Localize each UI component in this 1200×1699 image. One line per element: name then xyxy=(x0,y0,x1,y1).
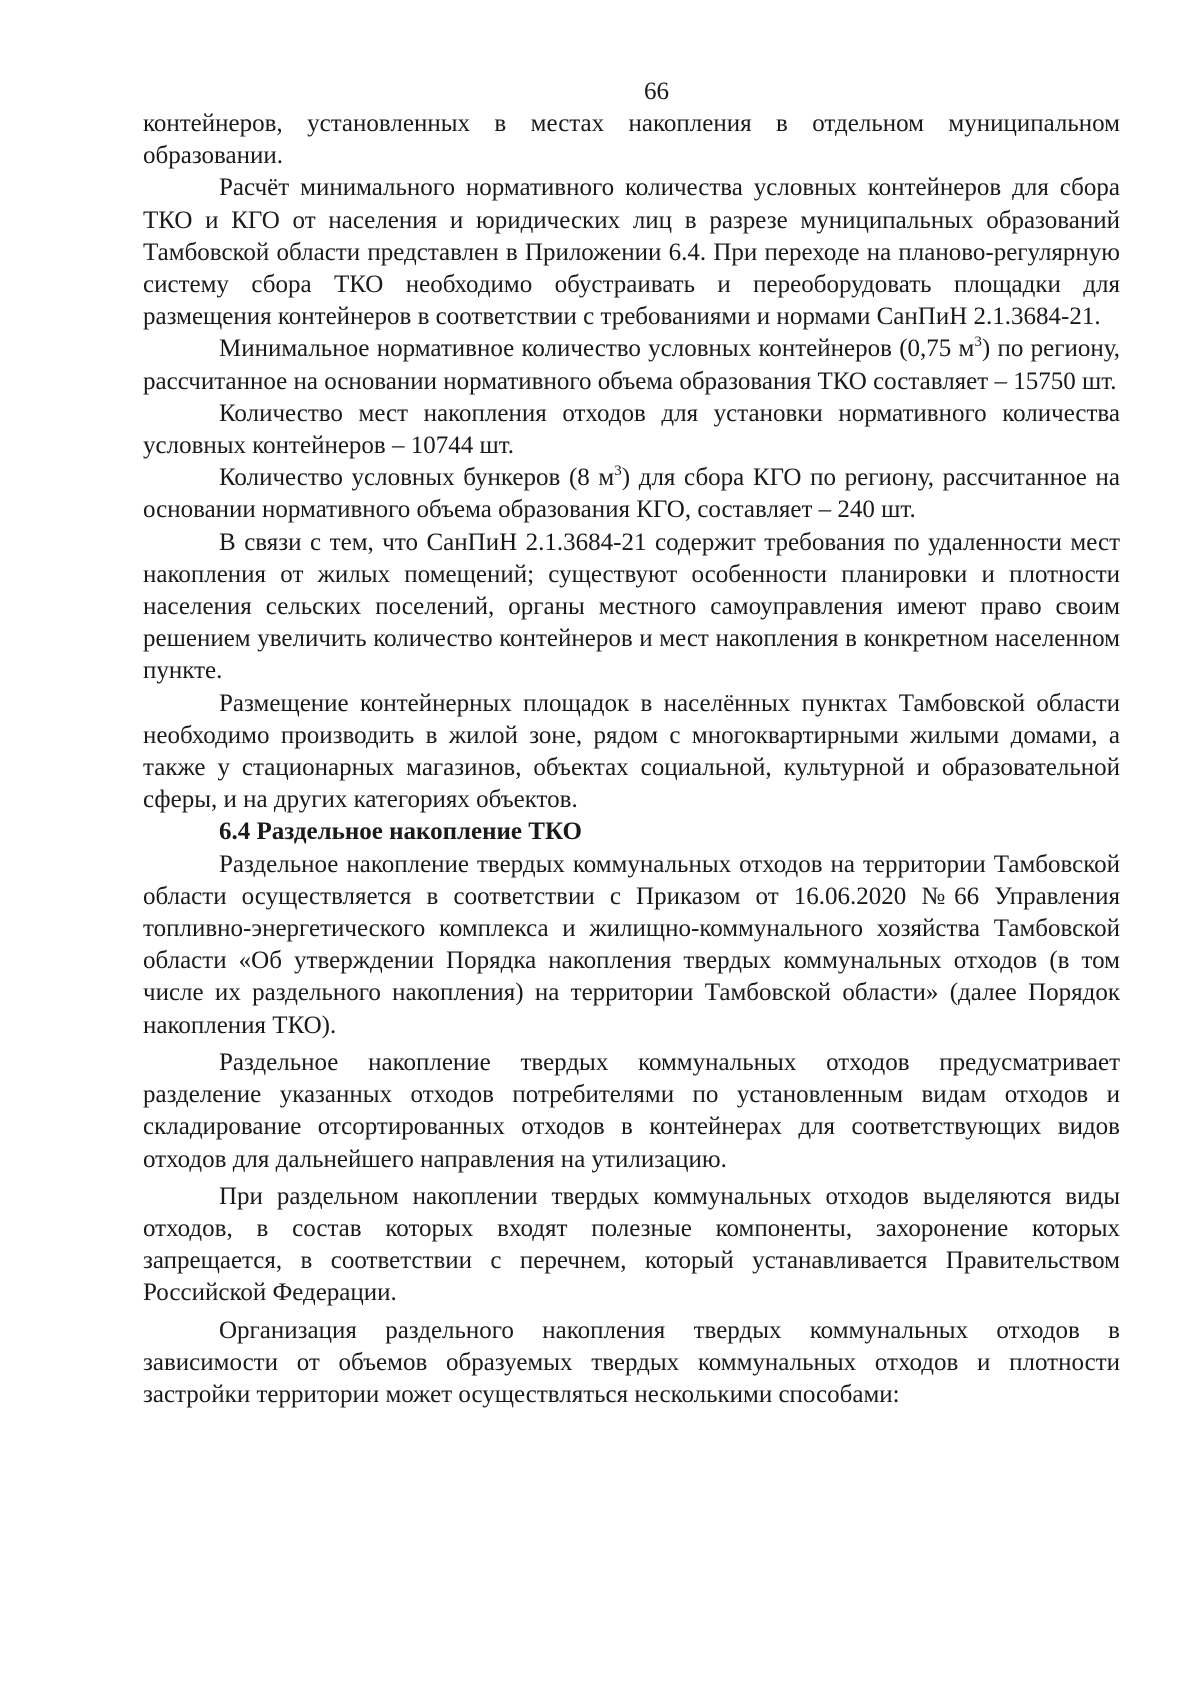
paragraph-site-placement: Размещение контейнерных площадок в населённых пунктах Тамбовской области необходимо производить в жилой зоне, рядом с многоквартирными жилыми домами, а также у стационарных магазинов, объектах социальной, культурной и образовательной сферы, и на других категориях объектов. xyxy=(143,689,1120,814)
paragraph-accumulation-sites: Количество мест накопления отходов для установки нормативного количества условных контейнеров – 10744 шт. xyxy=(143,399,1120,460)
cubic-superscript: 3 xyxy=(974,334,982,351)
paragraph-container-calculation: Расчёт минимального нормативного количества условных контейнеров для сбора ТКО и КГО от населения и юридических лиц в разрезе муниципальных образований Тамбовской области представлен в Приложении 6.4. При переходе на планово-регулярную систему сбора ТКО необходимо обустраивать и переоборудовать площадки для размещения контейнеров в соответствии с требованиями и нормами СанПиН 2.1.3684-21. xyxy=(143,174,1120,331)
paragraph-min-containers xyxy=(143,333,1120,397)
paragraph-separate-accumulation-definition: Раздельное накопление твердых коммунальных отходов предусматривает разделение указанных отходов потребителями по установленным видам отходов и складирование отсортированных отходов в контейнерах для соответствующих видов отходов для дальнейшего направления на утилизацию. xyxy=(143,1048,1120,1173)
bunkers-text-end: ) для сбора КГО по региону, рассчитанное на основании нормативного объема образования КГО, составляет – 240 шт. xyxy=(143,464,1120,524)
paragraph-waste-types: При раздельном накоплении твердых коммунальных отходов выделяются виды отходов, в состав которых входят полезные компоненты, захоронение которых запрещается, в соответствии с перечнем, который устанавливается Правительством Российской Федерации. xyxy=(143,1182,1120,1307)
min-containers-text-end: ) по региону, рассчитанное на основании нормативного объема образования ТКО составляет – 15750 шт. xyxy=(143,335,1120,395)
min-containers-text-start: Минимальное нормативное количество условных контейнеров (0,75 м xyxy=(219,335,975,363)
section-heading: 6.4 Раздельное накопление ТКО xyxy=(219,818,582,846)
paragraph-organization-methods: Организация раздельного накопления твердых коммунальных отходов в зависимости от объемов образуемых твердых коммунальных отходов и плотности застройки территории может осуществляться несколькими способами: xyxy=(143,1316,1120,1408)
paragraph-bunkers xyxy=(143,462,1120,526)
document-page xyxy=(143,76,1120,1676)
bunkers-text-start: Количество условных бункеров (8 м xyxy=(219,464,615,492)
paragraph-continuation: контейнеров, установленных в местах накопления в отдельном муниципальном образовании. xyxy=(143,110,1120,170)
page-number: 66 xyxy=(644,78,669,105)
cubic-superscript: 3 xyxy=(614,463,622,480)
paragraph-separate-accumulation-order: Раздельное накопление твердых коммунальных отходов на территории Тамбовской области осуществляется в соответствии с Приказом от 16.06.2020 №66 Управления топливно-энергетического комплекса и жилищно-коммунального хозяйства Тамбовской области «Об утверждении Порядка накопления твердых коммунальных отходов (в том числе их раздельного накопления) на территории Тамбовской области» (далее Порядок накопления ТКО). xyxy=(143,850,1120,1039)
paragraph-sanpin-requirements: В связи с тем, что СанПиН 2.1.3684-21 содержит требования по удаленности мест накопления от жилых помещений; существуют особенности планировки и плотности населения сельских поселений, органы местного самоуправления имеют право своим решением увеличить количество контейнеров и мест накопления в конкретном населенном пункте. xyxy=(143,528,1120,685)
